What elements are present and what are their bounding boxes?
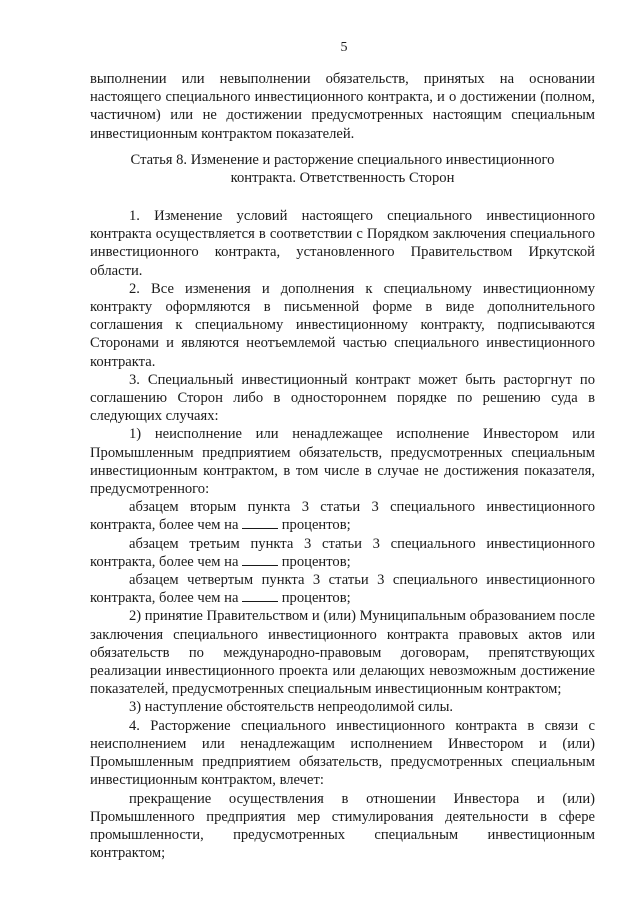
paragraph-3-1-a (90, 498, 595, 534)
intro-paragraph: выполнении или невыполнении обязательств, принятых на основании настоящего специального инвестиционного контракта, и о достижении (полном, частичном) или не достижении предусмотренных настоящим специальным инвестиционным контрактом показателей. (90, 71, 595, 142)
blank-field (242, 554, 278, 566)
paragraph-3-1-a-text: абзацем вторым пункта 3 статьи 3 специального инвестиционного контракта, более чем на (90, 499, 595, 534)
paragraph-4: 4. Расторжение специального инвестиционного контракта в связи с неисполнением или ненадлежащим исполнением Инвестором и (или) Промышленным предприятием обязательств, предусмотренных специальным инвестиционным контрактом, влечет: (90, 717, 595, 789)
percent-suffix: процентов; (281, 517, 351, 534)
article-heading (90, 152, 595, 187)
percent-suffix: процентов; (281, 590, 351, 607)
percent-suffix: процентов; (281, 553, 351, 570)
paragraph-3-1-c-text: абзацем четвертым пункта 3 статьи 3 специального инвестиционного контракта, более чем на (90, 572, 595, 607)
blank-field (242, 517, 278, 529)
paragraph-3-1: 1) неисполнение или ненадлежащее исполнение Инвестором или Промышленным предприятием обязательств, предусмотренных специальным инвестиционным контрактом, в том числе в случае не достижения показателя, предусмотренного: (90, 426, 595, 498)
paragraph-2: 2. Все изменения и дополнения к специальному инвестиционному контракту оформляются в письменной форме в виде дополнительного соглашения к специальному инвестиционному контракту, подписываются Сторонами и являются неотъемлемой частью специального инвестиционного контракта. (90, 280, 595, 370)
paragraph-3-1-b (90, 535, 595, 571)
blank-field (242, 590, 278, 602)
article-heading-line-2: контракта. Ответственность Сторон (230, 169, 455, 186)
paragraph-1: 1. Изменение условий настоящего специального инвестиционного контракта осуществляется в соответствии с Порядком заключения специального инвестиционного контракта, установленного Правительством Иркутской области. (90, 208, 595, 279)
paragraph-3-1-b-text: абзацем третьим пункта 3 статьи 3 специального инвестиционного контракта, более чем на (90, 535, 595, 570)
paragraph-4-1: прекращение осуществления в отношении Инвестора и (или) Промышленного предприятия мер стимулирования деятельности в сфере промышленности, предусмотренных специальным инвестиционным контрактом; (90, 790, 595, 862)
paragraph-3-3: 3) наступление обстоятельств непреодолимой силы. (129, 699, 454, 716)
page-number: 5 (340, 40, 348, 55)
paragraph-3-1-c (90, 571, 595, 607)
article-body (90, 207, 595, 862)
paragraph-3-2: 2) принятие Правительством и (или) Муниципальным образованием после заключения специального инвестиционного контракта правовых актов или обязательств по международно-правовым договорам, препятствующих реализации инвестиционного проекта или делающих невозможным достижение показателей, предусмотренных специальным инвестиционным контрактом; (90, 608, 595, 698)
article-heading-line-1: Статья 8. Изменение и расторжение специального инвестиционного (130, 152, 555, 168)
paragraph-3: 3. Специальный инвестиционный контракт может быть расторгнут по соглашению Сторон либо в одностороннем порядке по решению суда в следующих случаях: (90, 371, 595, 425)
intro-paragraph-block (90, 70, 595, 143)
